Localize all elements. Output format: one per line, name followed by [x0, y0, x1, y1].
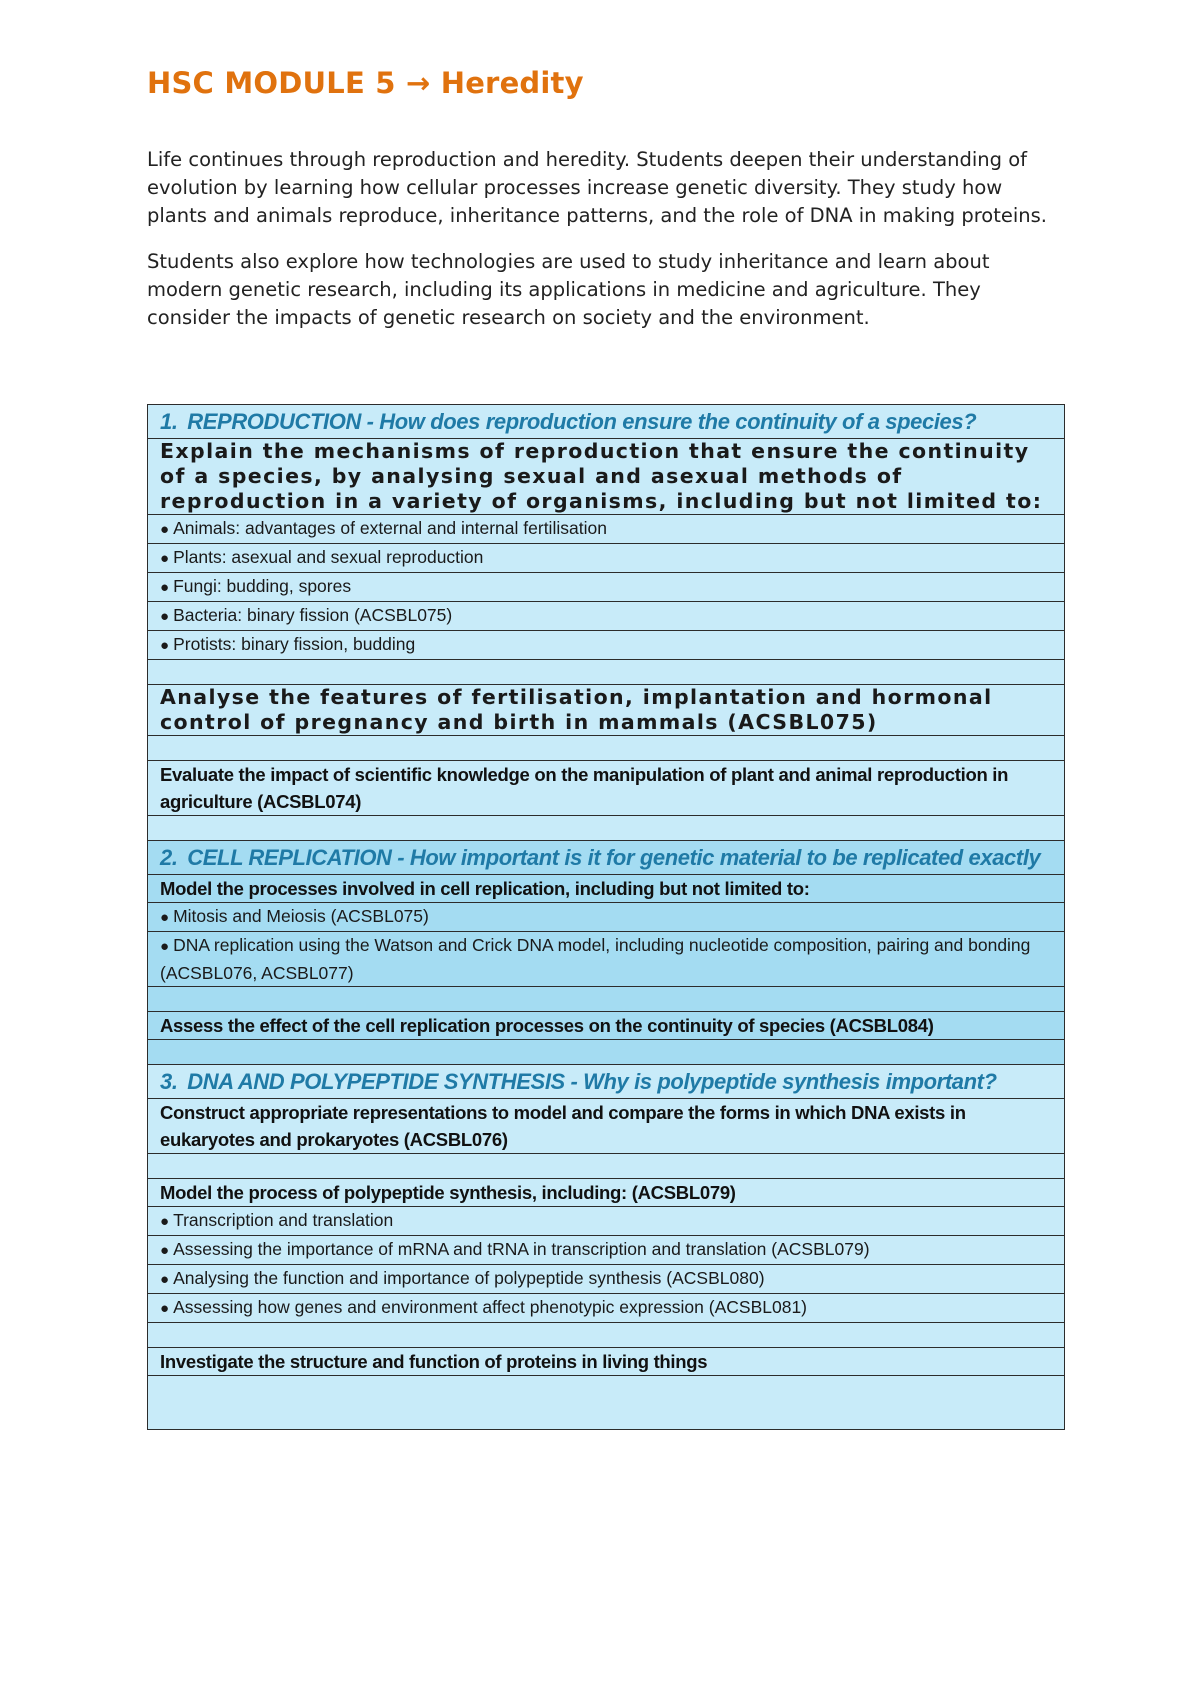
list-item-text: Mitosis and Meiosis (ACSBL075) [173, 906, 429, 926]
empty-row [148, 736, 1065, 761]
empty-row [148, 1154, 1065, 1179]
section-heading [148, 1065, 1065, 1099]
page-title: HSC MODULE 5 → Heredity [147, 66, 584, 100]
list-item-text: Animals: advantages of external and internal fertilisation [173, 518, 607, 538]
empty-cell [148, 1376, 1065, 1430]
list-item [148, 1236, 1065, 1265]
list-item-cell [148, 1236, 1065, 1265]
outcome-text: Analyse the features of fertilisation, implantation and hormonal control of pregnancy and birth in mammals (ACSBL075) [148, 685, 1065, 736]
outcome-row [148, 1179, 1065, 1207]
section-number: 1. [160, 409, 178, 434]
empty-row [148, 1376, 1065, 1430]
list-item-cell [148, 1265, 1065, 1294]
outcome-row [148, 439, 1065, 515]
outcome-row [148, 761, 1065, 816]
section-number: 3. [160, 1069, 178, 1094]
list-item-cell [148, 932, 1065, 987]
list-item [148, 631, 1065, 660]
bullet-icon: ● [160, 637, 170, 654]
outcome-row [148, 1348, 1065, 1376]
bullet-icon: ● [160, 1242, 170, 1259]
empty-row [148, 1040, 1065, 1065]
empty-cell [148, 816, 1065, 841]
intro-paragraph: Life continues through reproduction and heredity. Students deepen their understanding of evolution by learning how cellular processes increase genetic diversity. They study how plants and animals reproduce, inheritance patterns, and the role of DNA in making proteins. [147, 148, 1048, 227]
list-item [148, 602, 1065, 631]
intro-text [147, 146, 1067, 350]
outcome-row [148, 685, 1065, 736]
outcome-text: Investigate the structure and function of proteins in living things [148, 1348, 1065, 1376]
list-item-text: Assessing the importance of mRNA and tRNA in transcription and translation (ACSBL079) [173, 1239, 870, 1259]
outcome-text: Model the process of polypeptide synthesis, including: (ACSBL079) [148, 1179, 1065, 1207]
list-item [148, 1207, 1065, 1236]
bullet-icon: ● [160, 579, 170, 596]
empty-row [148, 816, 1065, 841]
outcome-row [148, 875, 1065, 903]
list-item-text: Plants: asexual and sexual reproduction [173, 547, 484, 567]
section-heading-text: REPRODUCTION - How does reproduction ensure the continuity of a species? [187, 409, 977, 434]
section-heading-text: DNA AND POLYPEPTIDE SYNTHESIS - Why is polypeptide synthesis important? [187, 1069, 997, 1094]
bullet-icon: ● [160, 1213, 170, 1230]
list-item-text: Assessing how genes and environment affect phenotypic expression (ACSBL081) [173, 1297, 808, 1317]
bullet-icon: ● [160, 521, 170, 538]
outcome-text: Explain the mechanisms of reproduction that ensure the continuity of a species, by analysing sexual and asexual methods of reproduction in a variety of organisms, including but not limited to: [148, 439, 1065, 515]
empty-cell [148, 660, 1065, 685]
list-item [148, 903, 1065, 932]
bullet-icon: ● [160, 938, 170, 955]
outcome-text: Evaluate the impact of scientific knowledge on the manipulation of plant and animal reproduction in agriculture (ACSBL074) [148, 761, 1065, 816]
bullet-icon: ● [160, 550, 170, 567]
section-heading-text: CELL REPLICATION - How important is it for genetic material to be replicated exactly [187, 845, 1041, 870]
empty-cell [148, 1040, 1065, 1065]
list-item-cell [148, 573, 1065, 602]
section-heading-row [148, 1065, 1065, 1099]
bullet-icon: ● [160, 909, 170, 926]
list-item-cell [148, 903, 1065, 932]
list-item-text: DNA replication using the Watson and Crick DNA model, including nucleotide composition, pairing and bonding (ACSBL076, ACSBL077) [160, 935, 1031, 983]
empty-row [148, 660, 1065, 685]
list-item [148, 1294, 1065, 1323]
syllabus-table [147, 404, 1065, 1430]
list-item-cell [148, 631, 1065, 660]
section-heading [148, 841, 1065, 875]
list-item [148, 932, 1065, 987]
empty-cell [148, 1154, 1065, 1179]
section-heading-row [148, 405, 1065, 439]
section-heading-row [148, 841, 1065, 875]
intro-paragraph: Students also explore how technologies are used to study inheritance and learn about modern genetic research, including its applications in medicine and agriculture. They consider the impacts of genetic research on society and the environment. [147, 250, 990, 329]
list-item-text: Transcription and translation [173, 1210, 394, 1230]
bullet-icon: ● [160, 608, 170, 625]
section-number: 2. [160, 845, 178, 870]
list-item [148, 573, 1065, 602]
empty-row [148, 1323, 1065, 1348]
list-item-cell [148, 602, 1065, 631]
bullet-icon: ● [160, 1271, 170, 1288]
list-item-text: Bacteria: binary fission (ACSBL075) [173, 605, 453, 625]
list-item-cell [148, 515, 1065, 544]
empty-cell [148, 736, 1065, 761]
list-item [148, 544, 1065, 573]
outcome-text: Model the processes involved in cell replication, including but not limited to: [148, 875, 1065, 903]
section-heading [148, 405, 1065, 439]
outcome-text: Assess the effect of the cell replication processes on the continuity of species (ACSBL084) [148, 1012, 1065, 1040]
list-item [148, 1265, 1065, 1294]
list-item [148, 515, 1065, 544]
list-item-text: Fungi: budding, spores [173, 576, 352, 596]
bullet-icon: ● [160, 1300, 170, 1317]
outcome-text: Construct appropriate representations to model and compare the forms in which DNA exists in eukaryotes and prokaryotes (ACSBL076) [148, 1099, 1065, 1154]
list-item-cell [148, 1207, 1065, 1236]
list-item-text: Protists: binary fission, budding [173, 634, 416, 654]
list-item-text: Analysing the function and importance of polypeptide synthesis (ACSBL080) [173, 1268, 765, 1288]
empty-row [148, 987, 1065, 1012]
outcome-row [148, 1099, 1065, 1154]
empty-cell [148, 1323, 1065, 1348]
list-item-cell [148, 544, 1065, 573]
empty-cell [148, 987, 1065, 1012]
outcome-row [148, 1012, 1065, 1040]
list-item-cell [148, 1294, 1065, 1323]
